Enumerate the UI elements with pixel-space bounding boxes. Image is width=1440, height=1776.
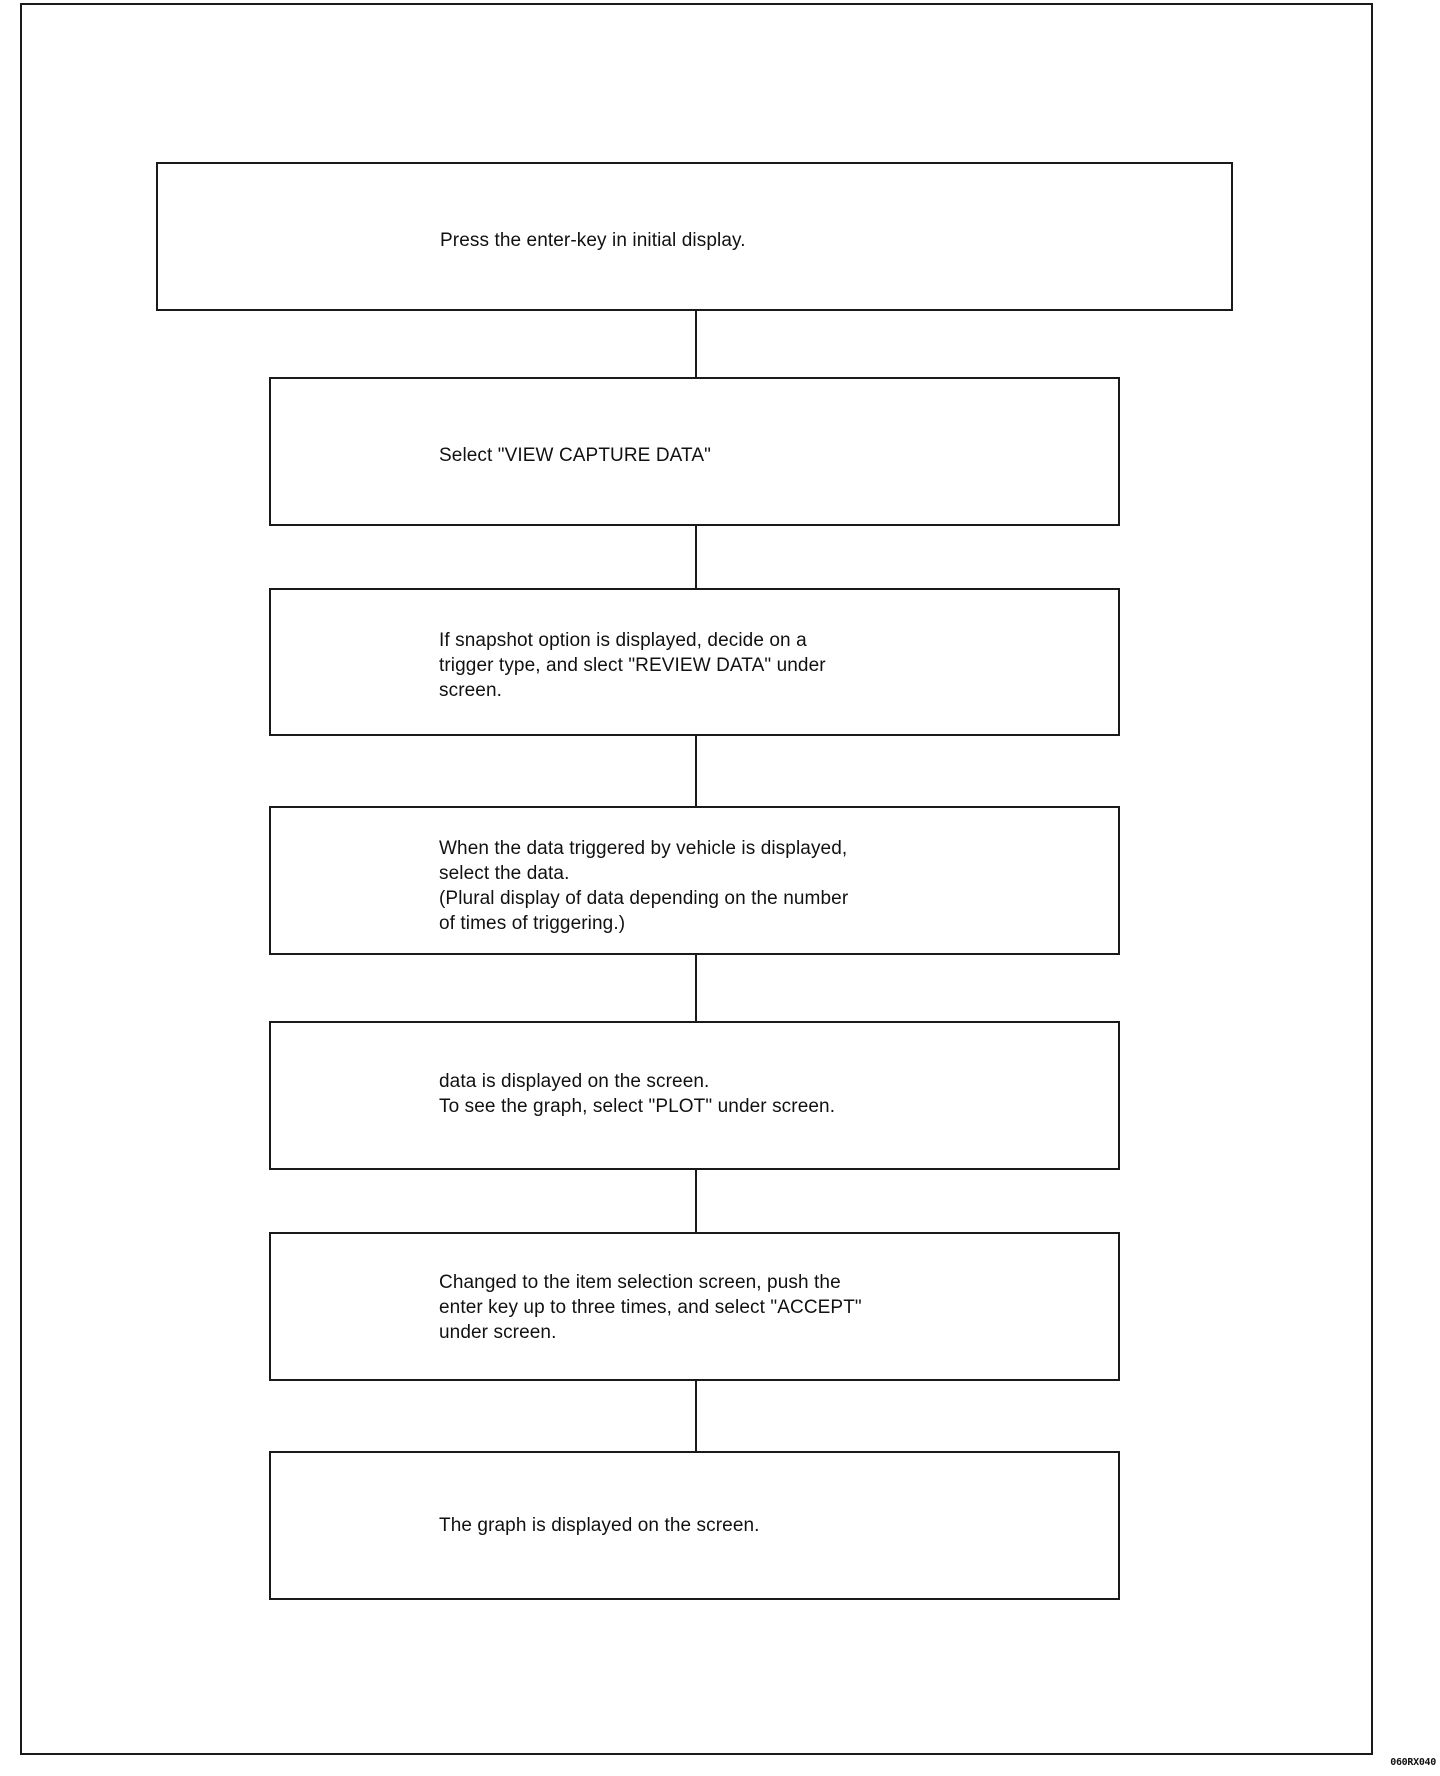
flow-step-2-line-1: Select "VIEW CAPTURE DATA"	[439, 445, 711, 466]
figure-code: 060RX040	[1390, 1757, 1436, 1768]
flow-step-7-text	[439, 1513, 760, 1538]
flow-step-3-line-3: screen.	[439, 680, 503, 701]
flow-step-2-text	[439, 443, 711, 468]
flow-step-3	[269, 588, 1120, 736]
flow-step-6-text	[439, 1270, 862, 1345]
flow-step-3-line-2: trigger type, and slect "REVIEW DATA" under	[439, 655, 826, 676]
flow-connector-4	[695, 955, 697, 1021]
flow-step-5	[269, 1021, 1120, 1170]
flow-step-4-line-3: (Plural display of data depending on the number	[439, 888, 849, 909]
flow-step-6	[269, 1232, 1120, 1381]
flow-step-1	[156, 162, 1233, 311]
flow-step-7-line-1: The graph is displayed on the screen.	[439, 1515, 760, 1536]
flow-connector-1	[695, 311, 697, 377]
flow-step-4-line-4: of times of triggering.)	[439, 913, 626, 934]
flow-step-4-line-2: select the data.	[439, 863, 570, 884]
flow-step-6-line-2: enter key up to three times, and select "ACCEPT"	[439, 1297, 862, 1318]
flow-step-7	[269, 1451, 1120, 1600]
flow-step-2	[269, 377, 1120, 526]
flow-step-5-line-1: data is displayed on the screen.	[439, 1071, 710, 1092]
flow-connector-2	[695, 526, 697, 588]
flow-connector-5	[695, 1170, 697, 1232]
flow-step-4	[269, 806, 1120, 955]
flow-connector-6	[695, 1381, 697, 1451]
flow-step-6-line-1: Changed to the item selection screen, push the	[439, 1272, 841, 1293]
flow-step-5-line-2: To see the graph, select "PLOT" under screen.	[439, 1096, 836, 1117]
flow-step-6-line-3: under screen.	[439, 1322, 557, 1343]
flow-step-4-line-1: When the data triggered by vehicle is displayed,	[439, 838, 848, 859]
flow-connector-3	[695, 736, 697, 806]
flow-step-1-line-1: Press the enter-key in initial display.	[440, 230, 746, 251]
flow-step-4-text	[439, 836, 848, 936]
flow-step-5-text	[439, 1069, 835, 1119]
flow-step-3-line-1: If snapshot option is displayed, decide on a	[439, 630, 807, 651]
flow-step-3-text	[439, 628, 826, 703]
flow-step-1-text	[440, 228, 746, 253]
